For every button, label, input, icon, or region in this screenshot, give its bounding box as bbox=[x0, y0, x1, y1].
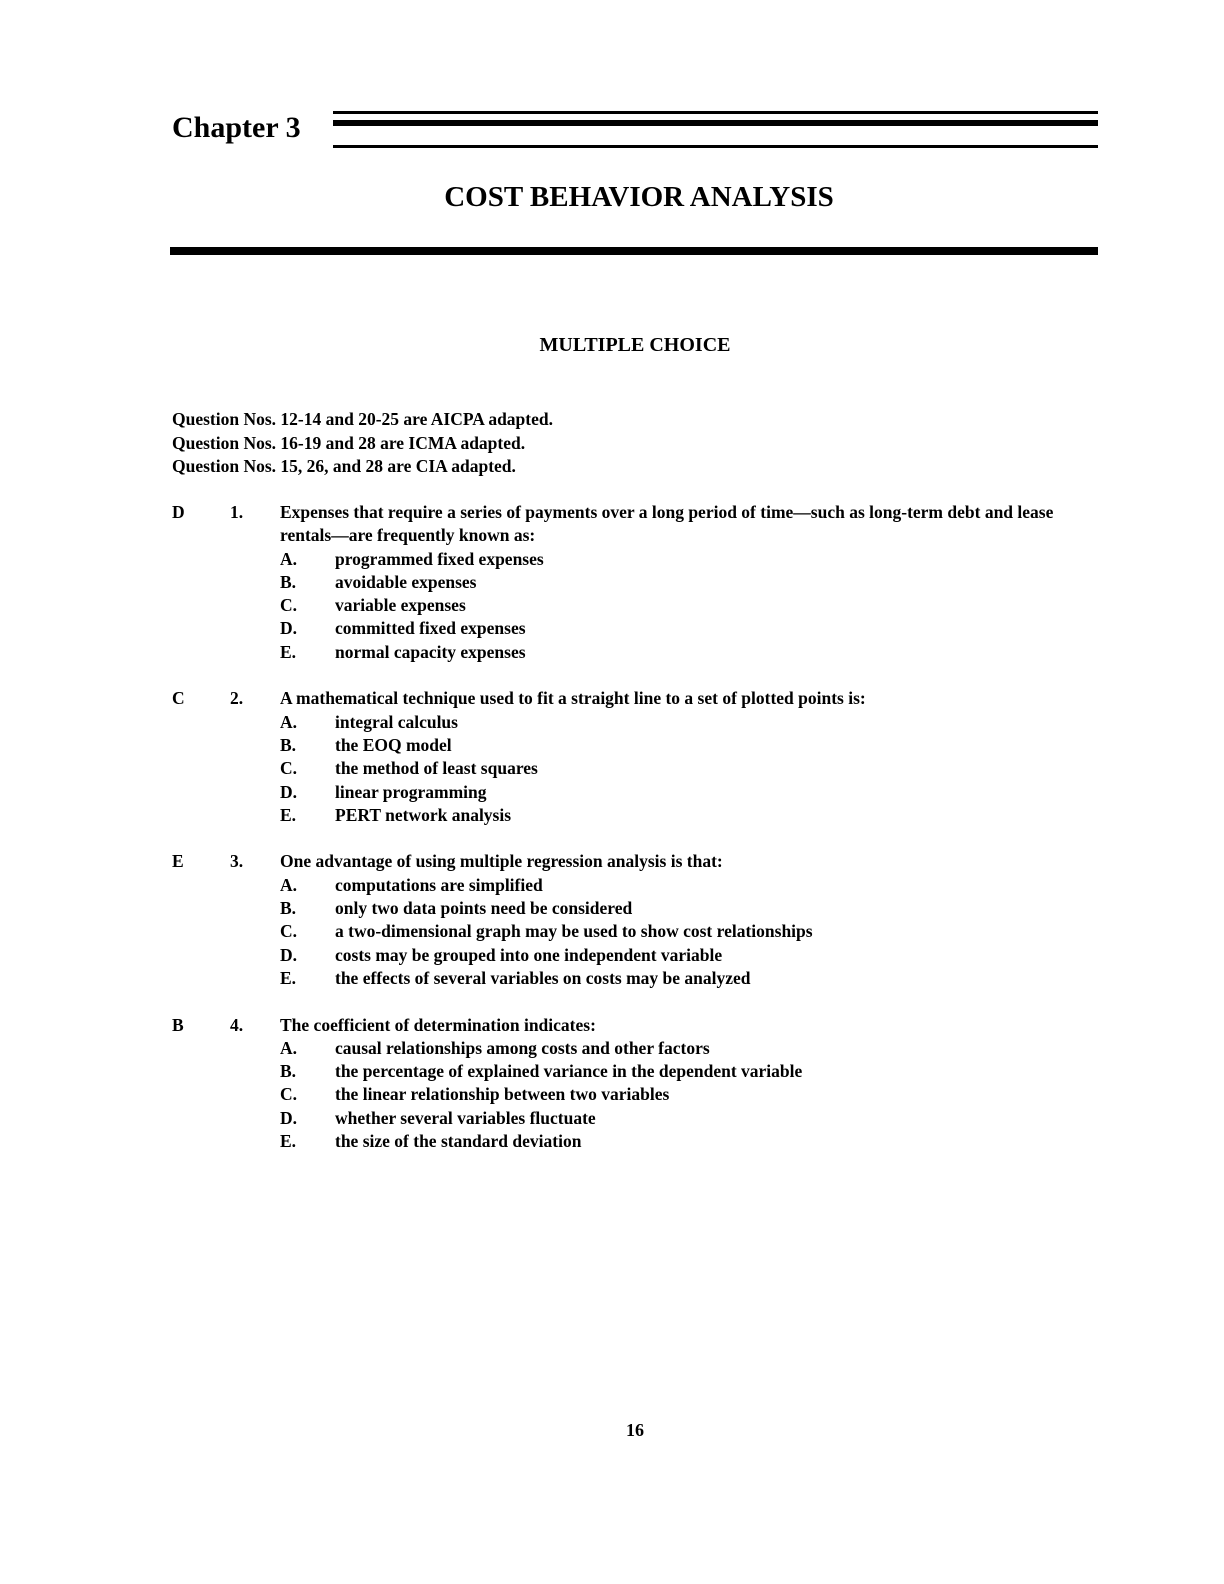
option-item bbox=[280, 1037, 1102, 1060]
title-underline-rule bbox=[170, 247, 1098, 255]
question-item bbox=[172, 850, 1102, 990]
option-item bbox=[280, 1060, 1102, 1083]
option-letter: A. bbox=[280, 711, 298, 732]
option-letter: B. bbox=[280, 898, 297, 919]
question-stem: Expenses that require a series of payments over a long period of time—such as long-term debt and lease rentals—are frequently known as: bbox=[280, 502, 1054, 546]
question-item bbox=[172, 1014, 1102, 1154]
question-number: 2. bbox=[230, 688, 244, 709]
source-note: Question Nos. 15, 26, and 28 are CIA adapted. bbox=[172, 456, 516, 476]
option-text: normal capacity expenses bbox=[335, 641, 526, 662]
option-letter: D. bbox=[280, 1107, 298, 1128]
option-item bbox=[280, 1083, 1102, 1106]
option-letter: E. bbox=[280, 804, 297, 825]
option-text: the percentage of explained variance in the dependent variable bbox=[335, 1061, 803, 1082]
option-text: committed fixed expenses bbox=[335, 618, 526, 639]
question-stem: One advantage of using multiple regression analysis is that: bbox=[280, 851, 723, 872]
option-text: computations are simplified bbox=[335, 874, 543, 895]
option-text: causal relationships among costs and other factors bbox=[335, 1037, 710, 1058]
option-item bbox=[280, 1130, 1102, 1153]
question-list bbox=[172, 501, 1102, 1177]
option-item bbox=[280, 617, 1102, 640]
option-letter: E. bbox=[280, 1131, 297, 1152]
option-item bbox=[280, 897, 1102, 920]
question-item bbox=[172, 687, 1102, 827]
option-letter: A. bbox=[280, 874, 298, 895]
answer-key: C bbox=[172, 688, 185, 709]
option-item bbox=[280, 711, 1102, 734]
option-letter: D. bbox=[280, 781, 298, 802]
page-number: 16 bbox=[626, 1420, 644, 1440]
header-rule-thick bbox=[333, 120, 1098, 126]
option-item bbox=[280, 548, 1102, 571]
option-letter: C. bbox=[280, 758, 298, 779]
source-note: Question Nos. 16-19 and 28 are ICMA adapted. bbox=[172, 432, 526, 453]
option-letter: E. bbox=[280, 967, 297, 988]
option-list bbox=[280, 711, 1102, 827]
option-letter: B. bbox=[280, 571, 297, 592]
option-letter: C. bbox=[280, 595, 298, 616]
option-letter: D. bbox=[280, 944, 298, 965]
option-text: variable expenses bbox=[335, 595, 466, 616]
option-item bbox=[280, 920, 1102, 943]
option-item bbox=[280, 757, 1102, 780]
header-rule-thin-bottom bbox=[333, 145, 1098, 148]
option-letter: E. bbox=[280, 641, 297, 662]
option-text: only two data points need be considered bbox=[335, 898, 633, 919]
source-notes bbox=[172, 408, 1072, 479]
answer-key: B bbox=[172, 1014, 184, 1035]
answer-key: D bbox=[172, 502, 185, 522]
option-text: programmed fixed expenses bbox=[335, 548, 544, 569]
option-item bbox=[280, 641, 1102, 664]
option-text: the linear relationship between two variables bbox=[335, 1084, 670, 1105]
option-item bbox=[280, 944, 1102, 967]
header-rule-thin-top bbox=[333, 111, 1098, 114]
option-item bbox=[280, 874, 1102, 897]
section-heading: MULTIPLE CHOICE bbox=[539, 334, 731, 356]
option-text: the EOQ model bbox=[335, 734, 452, 755]
option-text: costs may be grouped into one independent variable bbox=[335, 944, 723, 965]
option-letter: C. bbox=[280, 1084, 298, 1105]
option-text: a two-dimensional graph may be used to show cost relationships bbox=[335, 921, 813, 942]
option-letter: C. bbox=[280, 921, 298, 942]
option-letter: B. bbox=[280, 734, 297, 755]
option-item bbox=[280, 781, 1102, 804]
option-text: the effects of several variables on costs may be analyzed bbox=[335, 967, 751, 988]
option-text: the method of least squares bbox=[335, 758, 538, 779]
question-number: 4. bbox=[230, 1014, 244, 1035]
option-list bbox=[280, 548, 1102, 664]
option-text: avoidable expenses bbox=[335, 571, 477, 592]
chapter-label: Chapter 3 bbox=[172, 111, 301, 144]
option-item bbox=[280, 1107, 1102, 1130]
option-item bbox=[280, 594, 1102, 617]
option-text: the size of the standard deviation bbox=[335, 1131, 582, 1152]
option-item bbox=[280, 967, 1102, 990]
option-item bbox=[280, 734, 1102, 757]
option-letter: A. bbox=[280, 548, 298, 569]
option-list bbox=[280, 874, 1102, 990]
question-stem: A mathematical technique used to fit a straight line to a set of plotted points is: bbox=[280, 688, 866, 709]
answer-key: E bbox=[172, 851, 184, 872]
option-text: PERT network analysis bbox=[335, 804, 512, 825]
option-list bbox=[280, 1037, 1102, 1153]
question-stem: The coefficient of determination indicates: bbox=[280, 1014, 596, 1035]
question-item bbox=[172, 501, 1102, 664]
option-text: whether several variables fluctuate bbox=[335, 1107, 596, 1128]
option-item bbox=[280, 571, 1102, 594]
option-letter: A. bbox=[280, 1037, 298, 1058]
option-text: linear programming bbox=[335, 781, 487, 802]
option-item bbox=[280, 804, 1102, 827]
chapter-title: COST BEHAVIOR ANALYSIS bbox=[444, 181, 834, 213]
option-letter: B. bbox=[280, 1061, 297, 1082]
question-number: 3. bbox=[230, 851, 244, 872]
option-text: integral calculus bbox=[335, 711, 458, 732]
source-note: Question Nos. 12-14 and 20-25 are AICPA adapted. bbox=[172, 409, 553, 429]
option-letter: D. bbox=[280, 618, 298, 639]
question-number: 1. bbox=[230, 502, 244, 522]
